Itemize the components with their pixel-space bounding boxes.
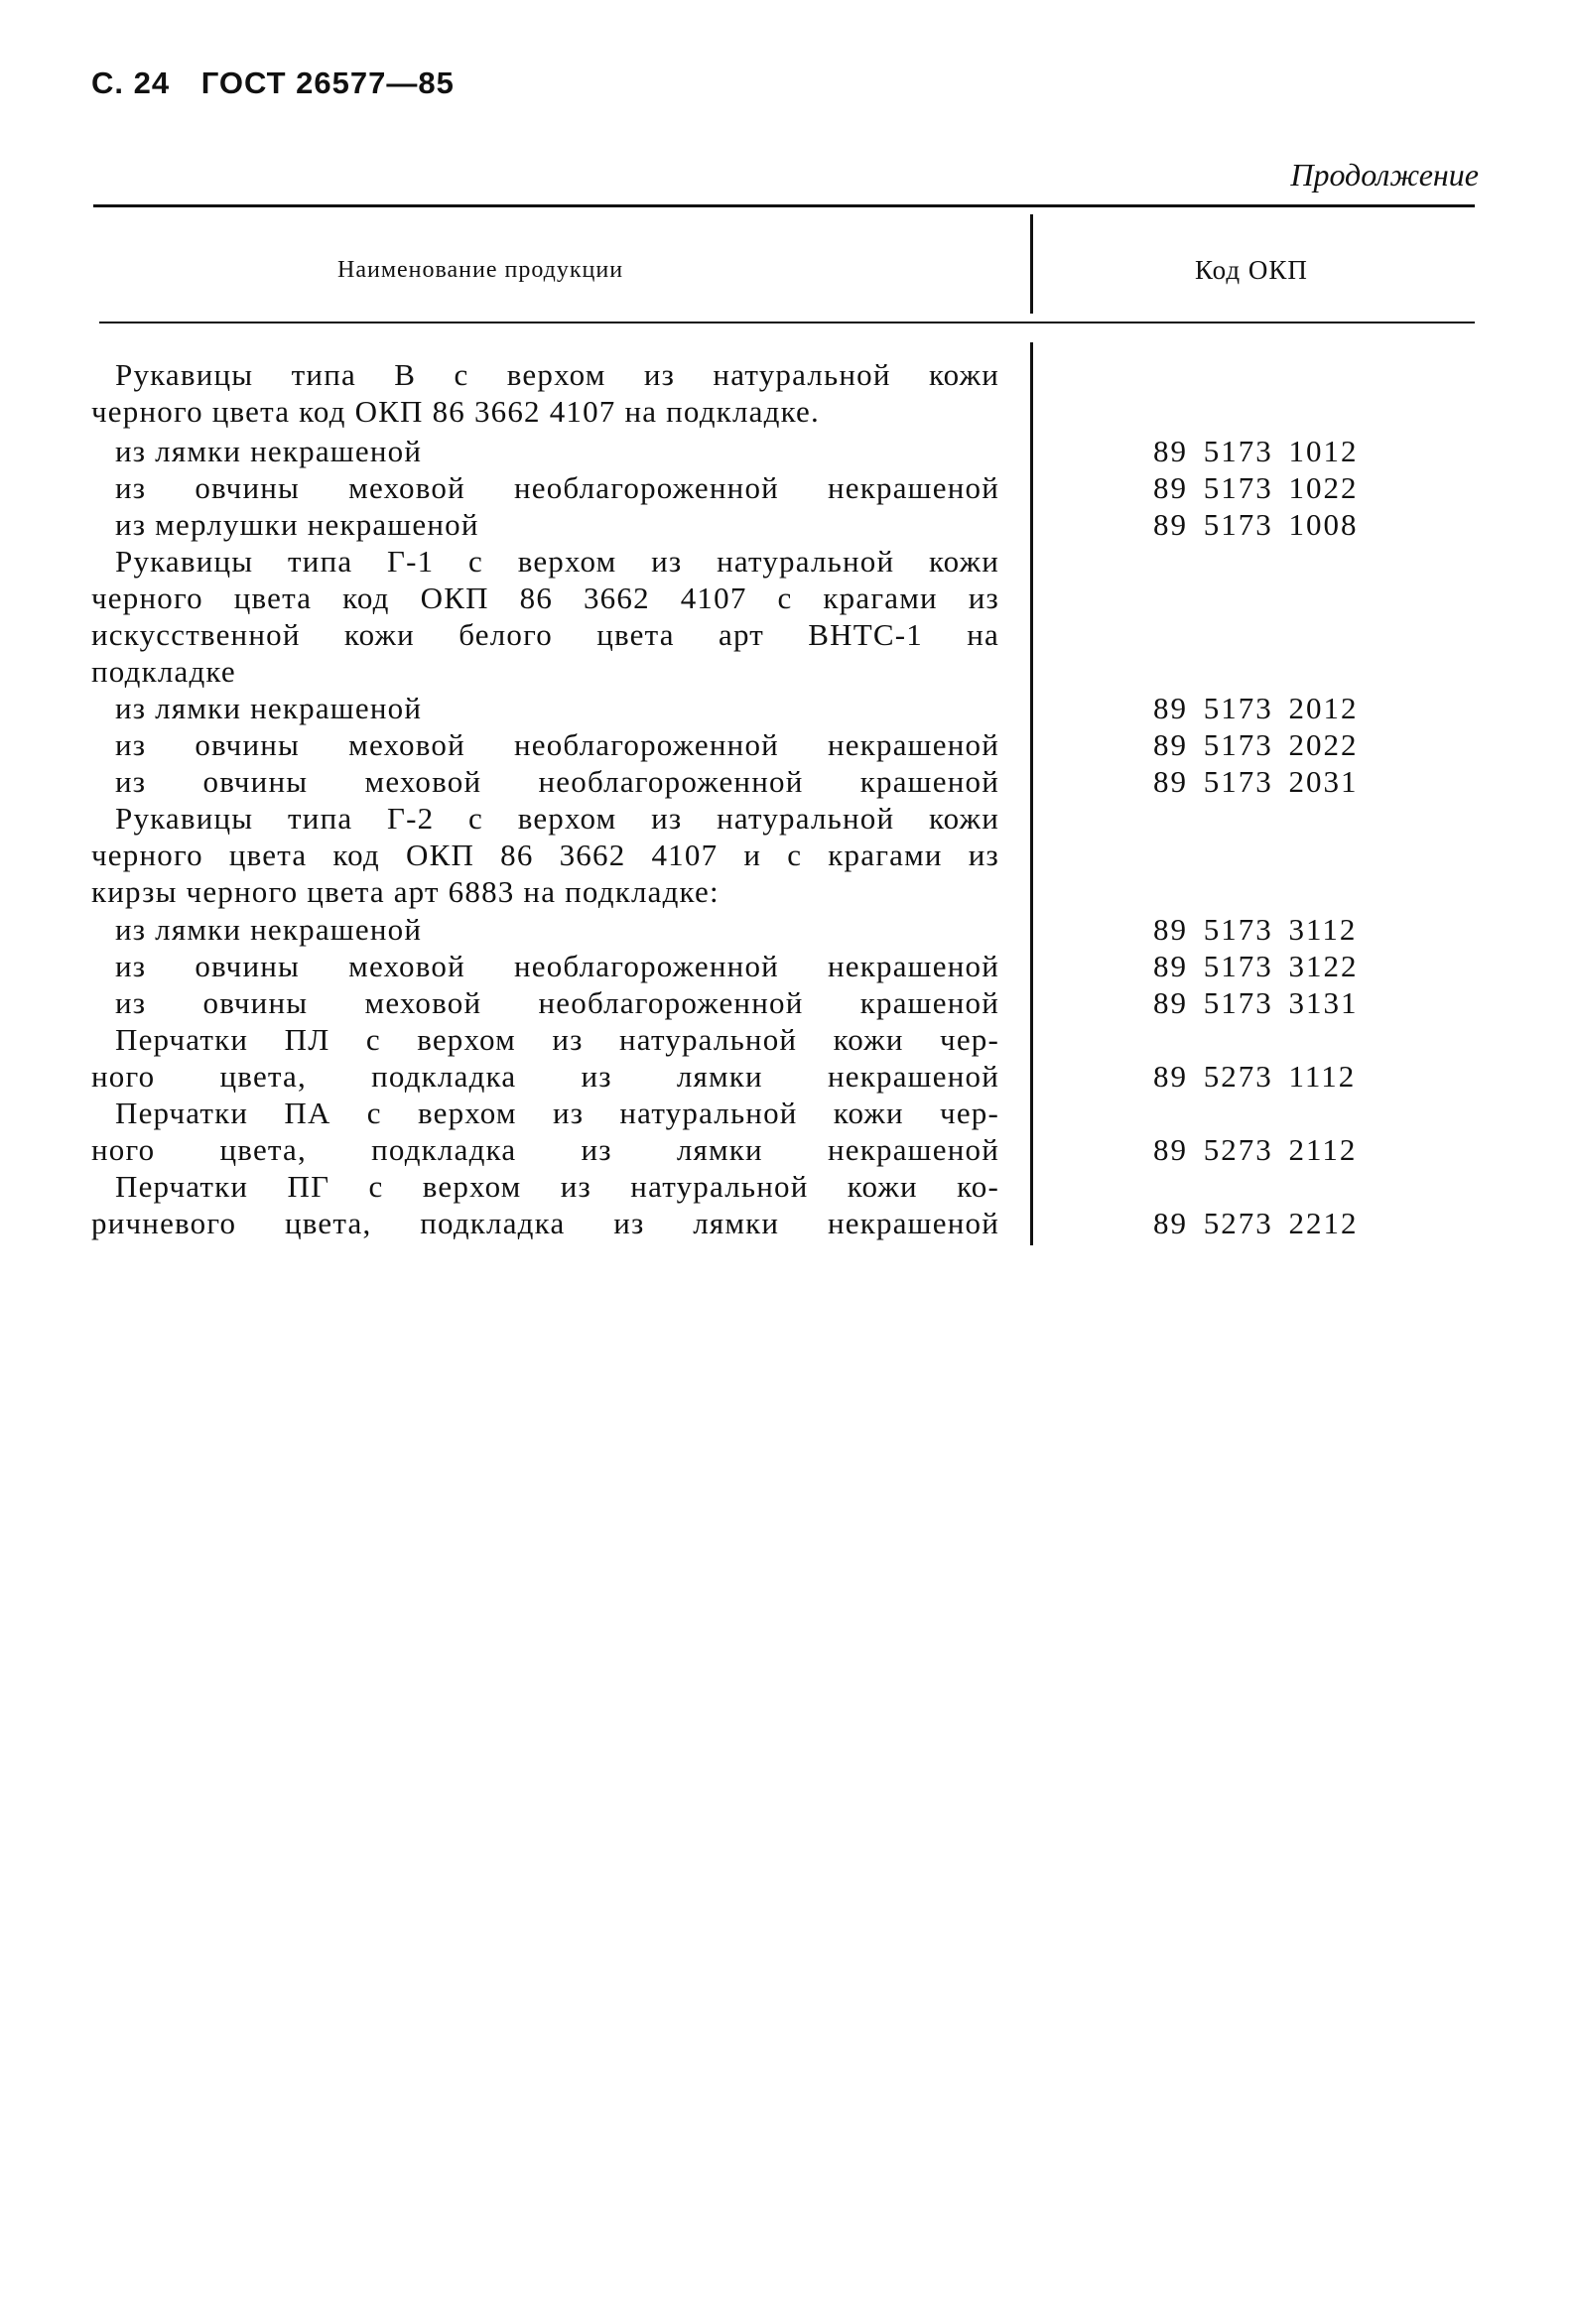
product-name-cell: из овчины меховой необлагороженной крашеной (115, 985, 999, 1020)
table-row (0, 985, 1574, 1021)
product-name-cell: из лямки некрашеной (115, 691, 423, 725)
okp-code-cell: 89 5273 1112 (1153, 1059, 1357, 1094)
okp-code-cell: 89 5173 1008 (1153, 507, 1359, 542)
product-name-cell: из овчины меховой необлагороженной некрашеной (115, 949, 999, 983)
product-name-cell: искусственной кожи белого цвета арт ВНТС-1 на (91, 617, 999, 652)
header-bottom-rule (99, 322, 1475, 323)
product-name-cell: из лямки некрашеной (115, 912, 423, 947)
product-name-cell: Рукавицы типа Г-1 с верхом из натуральной кожи (115, 544, 999, 579)
page-header (91, 65, 476, 101)
product-name-cell: ного цвета, подкладка из лямки некрашеной (91, 1059, 999, 1094)
okp-code-cell: 89 5173 2031 (1153, 764, 1359, 799)
table-row (0, 581, 1574, 616)
table-row (0, 1059, 1574, 1095)
table-row (0, 949, 1574, 984)
table-row (0, 470, 1574, 506)
product-name-cell: Перчатки ПГ с верхом из натуральной кожи ко- (115, 1169, 999, 1204)
okp-code-cell: 89 5173 2022 (1153, 727, 1359, 762)
page-number: С. 24 (91, 65, 171, 100)
okp-code-cell: 89 5173 3112 (1153, 912, 1358, 947)
okp-code-cell: 89 5273 2112 (1153, 1132, 1358, 1167)
table-row (0, 617, 1574, 653)
product-name-cell: из овчины меховой необлагороженной крашеной (115, 764, 999, 799)
column-header-code: Код ОКП (1195, 255, 1308, 285)
product-name-cell: из овчины меховой необлагороженной некрашеной (115, 470, 999, 505)
okp-code-cell: 89 5173 1022 (1153, 470, 1359, 505)
table-row (0, 394, 1574, 430)
table-top-rule (93, 204, 1475, 207)
product-name-cell: Перчатки ПЛ с верхом из натуральной кожи чер- (115, 1022, 999, 1057)
product-name-cell: ричневого цвета, подкладка из лямки некрашеной (91, 1206, 999, 1240)
table-row (0, 1022, 1574, 1058)
table-row (0, 357, 1574, 393)
continuation-label: Продолжение (1290, 157, 1479, 193)
column-header-name: Наименование продукции (337, 257, 624, 283)
table-row (0, 654, 1574, 690)
product-name-cell: из овчины меховой необлагороженной некрашеной (115, 727, 999, 762)
okp-code-cell: 89 5173 1012 (1153, 434, 1359, 468)
okp-code-cell: 89 5273 2212 (1153, 1206, 1359, 1240)
table-row (0, 801, 1574, 837)
product-name-cell: из мерлушки некрашеной (115, 507, 479, 542)
table-row (0, 727, 1574, 763)
product-name-cell: Рукавицы типа Г-2 с верхом из натуральной кожи (115, 801, 999, 836)
table-row (0, 912, 1574, 948)
table-row (0, 874, 1574, 910)
table-row (0, 1132, 1574, 1168)
product-name-cell: подкладке (91, 654, 236, 689)
okp-code-cell: 89 5173 2012 (1153, 691, 1359, 725)
product-name-cell: из лямки некрашеной (115, 434, 423, 468)
table-row (0, 764, 1574, 800)
header-column-divider (1030, 214, 1033, 314)
product-name-cell: черного цвета код ОКП 86 3662 4107 с крагами из (91, 581, 999, 615)
table-row (0, 1096, 1574, 1131)
table-row (0, 544, 1574, 580)
product-name-cell: черного цвета код ОКП 86 3662 4107 и с крагами из (91, 838, 999, 872)
okp-code-cell: 89 5173 3122 (1153, 949, 1359, 983)
product-name-cell: Рукавицы типа В с верхом из натуральной кожи (115, 357, 999, 392)
document-number: ГОСТ 26577—85 (200, 65, 455, 100)
product-name-cell: Перчатки ПА с верхом из натуральной кожи чер- (115, 1096, 999, 1130)
product-name-cell: черного цвета код ОКП 86 3662 4107 на подкладке. (91, 394, 820, 429)
table-row (0, 1169, 1574, 1205)
table-row (0, 434, 1574, 469)
product-name-cell: ного цвета, подкладка из лямки некрашеной (91, 1132, 999, 1167)
product-name-cell: кирзы черного цвета арт 6883 на подкладке: (91, 874, 720, 909)
table-row (0, 691, 1574, 726)
table-row (0, 1206, 1574, 1241)
table-row (0, 838, 1574, 873)
table-row (0, 507, 1574, 543)
okp-code-cell: 89 5173 3131 (1153, 985, 1359, 1020)
